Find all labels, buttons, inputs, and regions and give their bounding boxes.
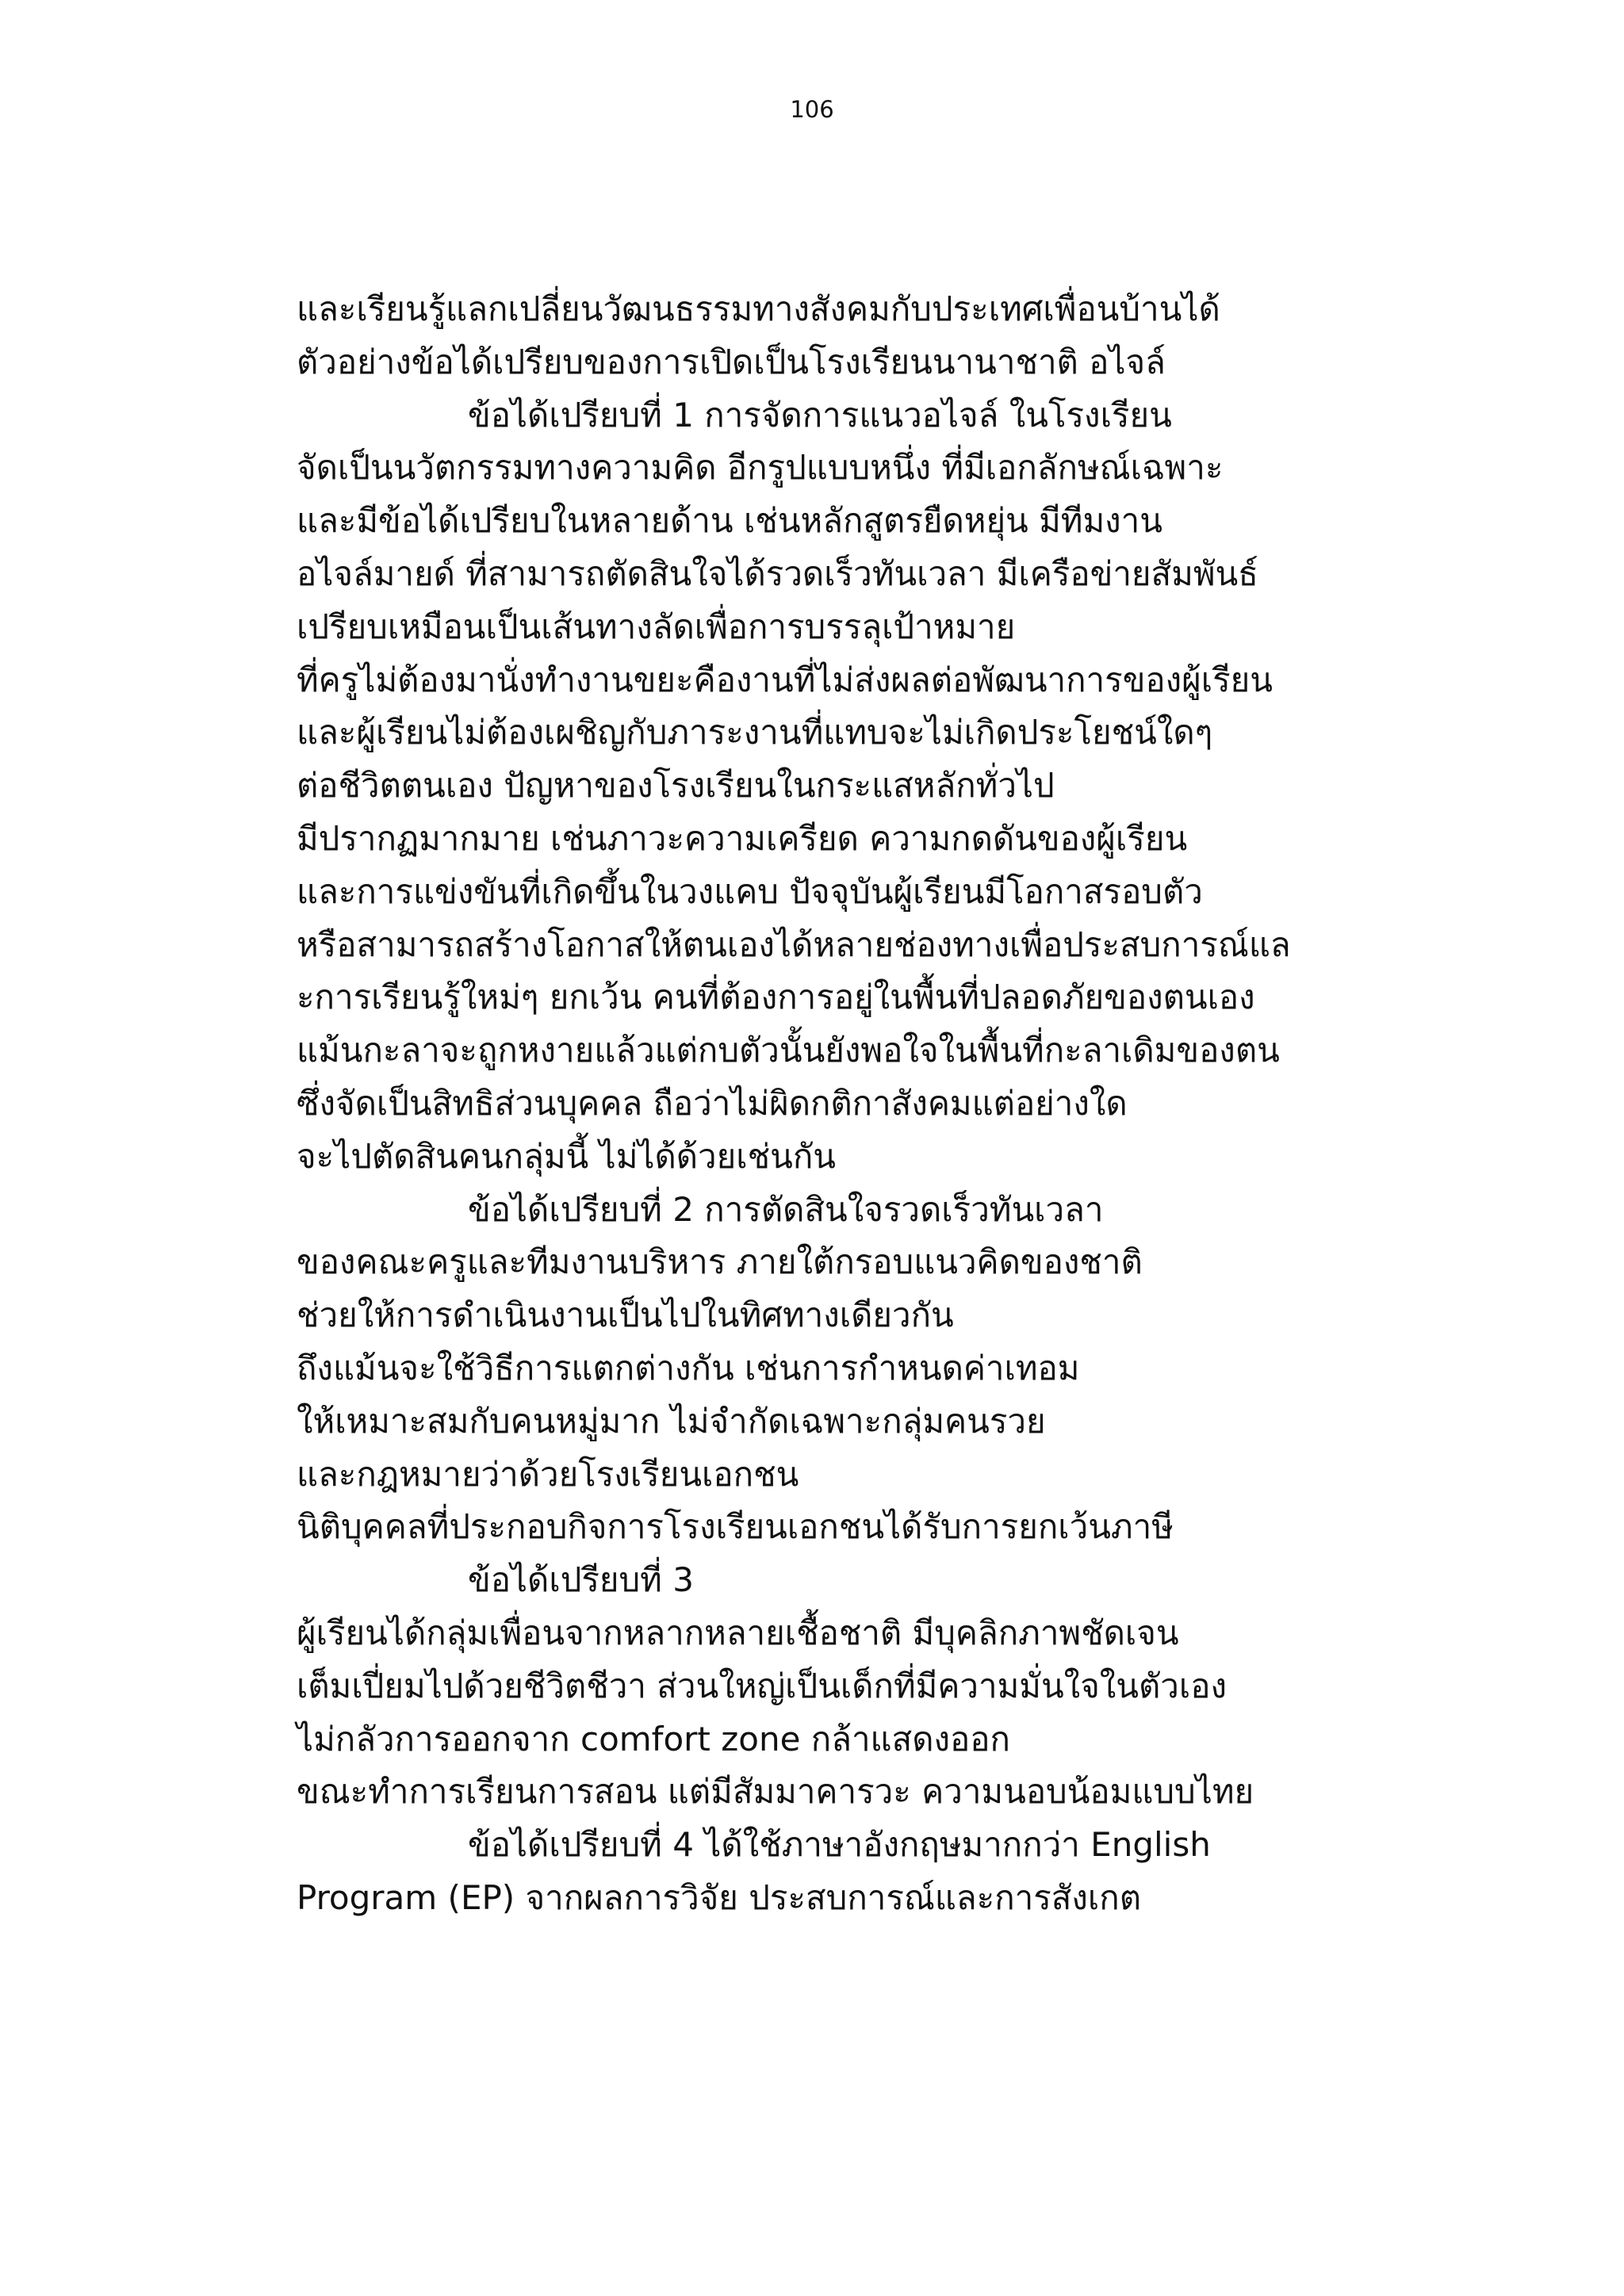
text-line: และมีข้อได้เปรียบในหลายด้าน เช่นหลักสูตรยืดหยุ่น มีทีมงาน <box>297 501 1162 541</box>
advantage-heading-3: ข้อได้เปรียบที่ 3 <box>468 1560 694 1600</box>
text-line: หรือสามารถสร้างโอกาสให้ตนเองได้หลายช่องทางเพื่อประสบการณ์แล <box>297 924 1291 964</box>
advantage-heading-4: ข้อได้เปรียบที่ 4 ได้ใช้ภาษาอังกฤษมากกว่า English <box>468 1825 1211 1865</box>
text-line: อไจล์มายด์ ที่สามารถตัดสินใจได้รวดเร็วทันเวลา มีเครือข่ายสัมพันธ์ <box>297 553 1258 593</box>
text-line: ขณะทำการเรียนการสอน แต่มีสัมมาคารวะ ความนอบน้อมแบบไทย <box>297 1772 1254 1812</box>
text-line: นิติบุคคลที่ประกอบกิจการโรงเรียนเอกชนได้รับการยกเว้นภาษี <box>297 1507 1174 1547</box>
text-line: เปรียบเหมือนเป็นเส้นทางลัดเพื่อการบรรลุเป้าหมาย <box>297 607 1016 646</box>
text-line: ที่ครูไม่ต้องมานั่งทำงานขยะคืองานที่ไม่ส่งผลต่อพัฒนาการของผู้เรียน <box>297 660 1273 699</box>
text-line: จัดเป็นนวัตกรรมทางความคิด อีกรูปแบบหนึ่ง ที่มีเอกลักษณ์เฉพาะ <box>297 448 1224 488</box>
body-text <box>297 283 1446 1925</box>
text-line: และการแข่งขันที่เกิดขึ้นในวงแคบ ปัจจุบันผู้เรียนมีโอกาสรอบตัว <box>297 871 1203 911</box>
text-line: ถึงแม้นจะใช้วิธีการแตกต่างกัน เช่นการกำหนดค่าเทอม <box>297 1348 1080 1387</box>
text-line: และกฎหมายว่าด้วยโรงเรียนเอกชน <box>297 1454 799 1494</box>
text-line: ะการเรียนรู้ใหม่ๆ ยกเว้น คนที่ต้องการอยู่ในพื้นที่ปลอดภัยของตนเอง <box>297 978 1255 1017</box>
text-line: จะไปตัดสินคนกลุ่มนี้ ไม่ได้ด้วยเช่นกัน <box>297 1136 836 1176</box>
text-line: ต่อชีวิตตนเอง ปัญหาของโรงเรียนในกระแสหลักทั่วไป <box>297 766 1055 806</box>
text-line: ของคณะครูและทีมงานบริหาร ภายใต้กรอบแนวคิดของชาติ <box>297 1242 1143 1282</box>
text-line: ช่วยให้การดำเนินงานเป็นไปในทิศทางเดียวกัน <box>297 1295 954 1335</box>
text-line: ไม่กลัวการออกจาก comfort zone กล้าแสดงออก <box>297 1719 1010 1758</box>
text-line: และผู้เรียนไม่ต้องเผชิญกับภาระงานที่แทบจะไม่เกิดประโยชน์ใดๆ <box>297 713 1213 752</box>
text-line: แม้นกะลาจะถูกหงายแล้วแต่กบตัวนั้นยังพอใจในพื้นที่กะลาเดิมของตน <box>297 1031 1280 1070</box>
text-line: ซึ่งจัดเป็นสิทธิส่วนบุคคล ถือว่าไม่ผิดกติกาสังคมแต่อย่างใด <box>297 1083 1128 1123</box>
advantage-heading-2: ข้อได้เปรียบที่ 2 การตัดสินใจรวดเร็วทันเวลา <box>468 1189 1104 1229</box>
text-line: ให้เหมาะสมกับคนหมู่มาก ไม่จำกัดเฉพาะกลุ่มคนรวย <box>297 1401 1046 1441</box>
text-line: มีปรากฏมากมาย เช่นภาวะความเครียด ความกดดันของผู้เรียน <box>297 818 1188 858</box>
text-line: Program (EP) จากผลการวิจัย ประสบการณ์และการสังเกต <box>297 1877 1141 1917</box>
text-line: ตัวอย่างข้อได้เปรียบของการเปิดเป็นโรงเรียนนานาชาติ อไจล์ <box>297 342 1166 381</box>
page-number: 106 <box>790 96 834 123</box>
text-line: เต็มเปี่ยมไปด้วยชีวิตชีวา ส่วนใหญ่เป็นเด็กที่มีความมั่นใจในตัวเอง <box>297 1666 1227 1705</box>
advantage-heading-1: ข้อได้เปรียบที่ 1 การจัดการแนวอไจล์ ในโรงเรียน <box>468 395 1172 434</box>
text-line: และเรียนรู้แลกเปลี่ยนวัฒนธรรมทางสังคมกับประเทศเพื่อนบ้านได้ <box>297 289 1220 328</box>
text-line: ผู้เรียนได้กลุ่มเพื่อนจากหลากหลายเชื้อชาติ มีบุคลิกภาพชัดเจน <box>297 1613 1179 1652</box>
